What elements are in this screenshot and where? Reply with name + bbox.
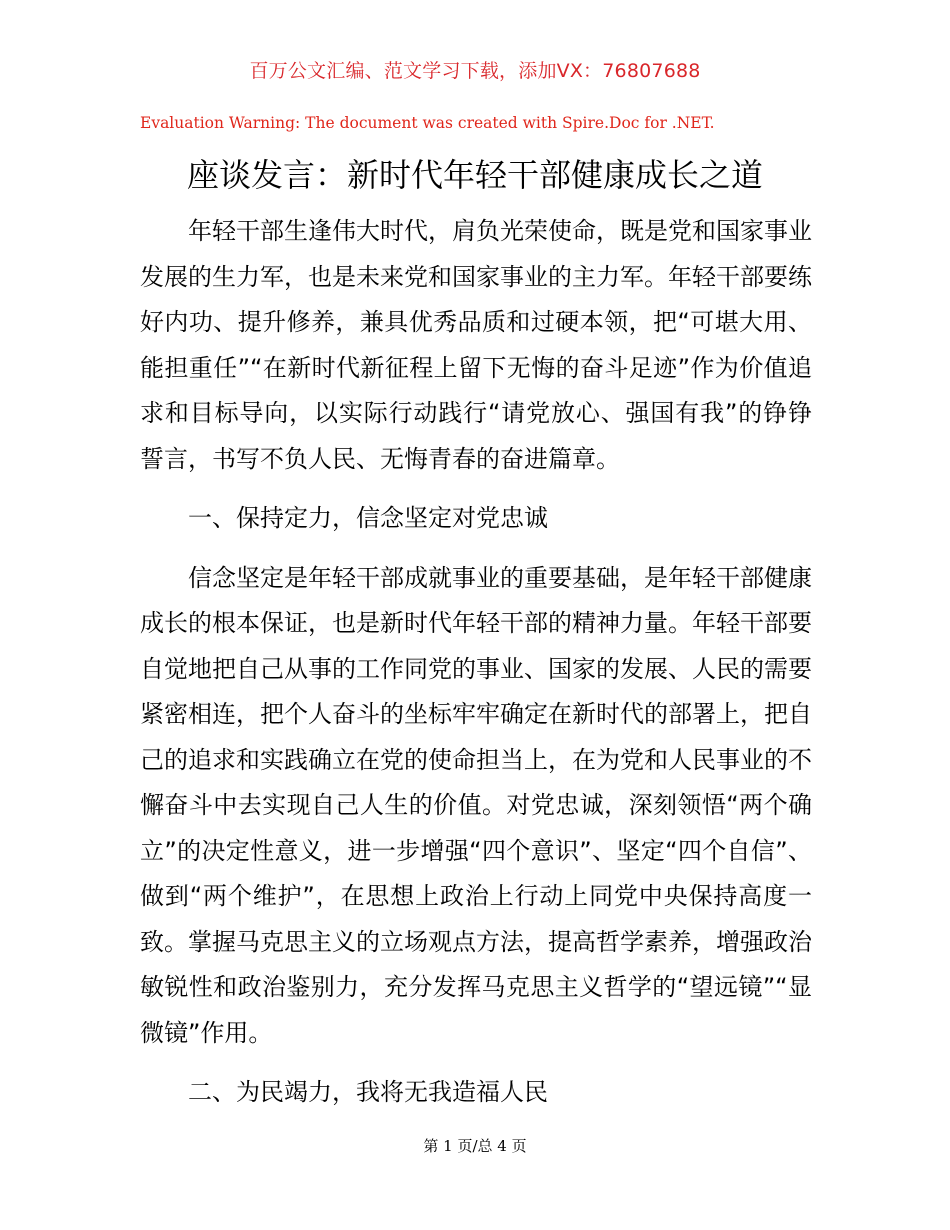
header-banner: 百万公文汇编、范文学习下载，添加VX：76807688 [249,60,701,82]
evaluation-warning: Evaluation Warning: The document was created with Spire.Doc for .NET. [140,114,715,132]
intro-paragraph: 年轻干部生逢伟大时代，肩负光荣使命，既是党和国家事业发展的生力军，也是未来党和国家事业的主力军。年轻干部要练好内功、提升修养，兼具优秀品质和过硬本领，把“可堪大用、能担重任”“在新时代新征程上留下无悔的奋斗足迹”作为价值追求和目标导向，以实际行动践行“请党放心、强国有我”的铮铮誓言，书写不负人民、无悔青春的奋进篇章。 [140,217,812,473]
document-title: 座谈发言：新时代年轻干部健康成长之道 [186,156,763,194]
section-1-paragraph: 信念坚定是年轻干部成就事业的重要基础，是年轻干部健康成长的根本保证，也是新时代年轻干部的精神力量。年轻干部要自觉地把自己从事的工作同党的事业、国家的发展、人民的需要紧密相连，把个人奋斗的坐标牢牢确定在新时代的部署上，把自己的追求和实践确立在党的使命担当上，在为党和人民事业的不懈奋斗中去实现自己人生的价值。对党忠诚，深刻领悟“两个确立”的决定性意义，进一步增强“四个意识”、坚定“四个自信”、做到“两个维护”，在思想上政治上行动上同党中央保持高度一致。掌握马克思主义的立场观点方法，提高哲学素养，增强政治敏锐性和政治鉴别力，充分发挥马克思主义哲学的“望远镜”“显微镜”作用。 [140,563,812,1047]
page-number: 第 1 页/总 4 页 [423,1137,527,1155]
section-heading-1: 一、保持定力，信念坚定对党忠诚 [188,504,548,532]
document-body [140,209,812,1130]
section-heading-2: 二、为民竭力，我将无我造福人民 [188,1078,548,1106]
